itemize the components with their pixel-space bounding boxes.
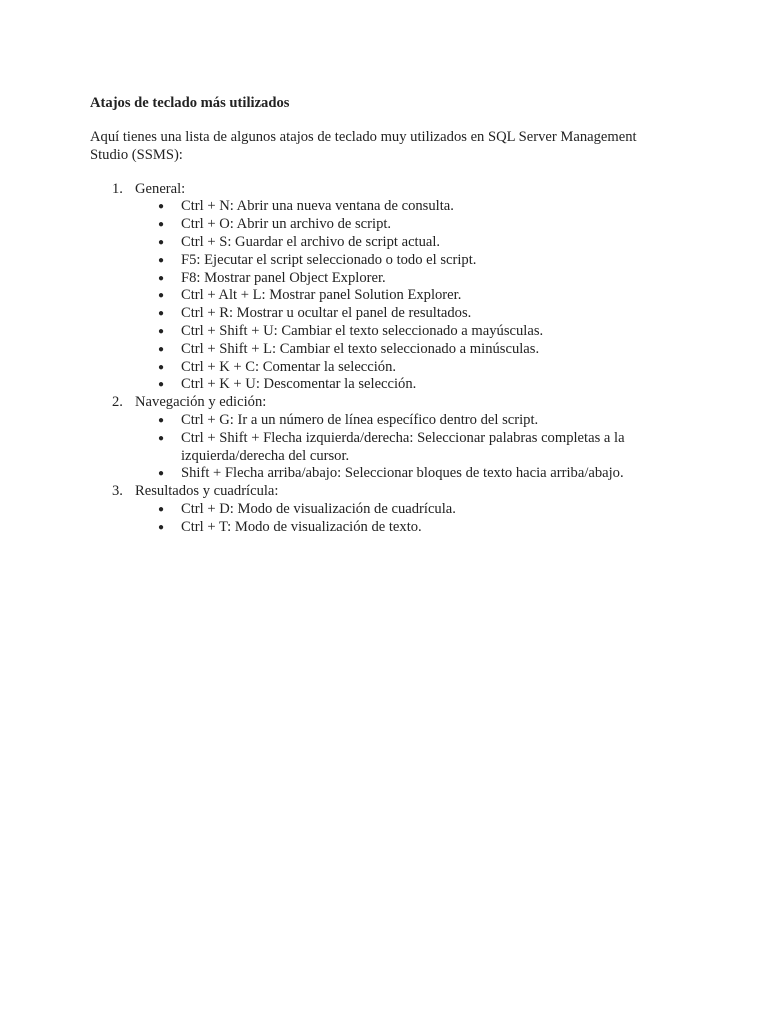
- shortcut-list: [135, 412, 690, 483]
- intro-paragraph: Aquí tienes una lista de algunos atajos de teclado muy utilizados en SQL Server Management Studio (SSMS):: [90, 129, 637, 163]
- section-results: [90, 483, 690, 536]
- list-item-text: Ctrl + S: Guardar el archivo de script actual.: [181, 233, 441, 250]
- bullet-icon: ●: [158, 236, 165, 248]
- list-item-text: Ctrl + R: Mostrar u ocultar el panel de resultados.: [181, 305, 472, 322]
- list-item-text: Ctrl + T: Modo de visualización de texto.: [181, 518, 422, 535]
- bullet-icon: ●: [158, 272, 165, 284]
- list-item: [158, 322, 651, 341]
- list-item-text: Ctrl + D: Modo de visualización de cuadrícula.: [181, 500, 456, 517]
- bullet-icon: ●: [158, 308, 165, 320]
- list-item: [158, 376, 651, 394]
- bullet-icon: ●: [158, 379, 165, 391]
- section-navigation: [90, 394, 690, 483]
- document-page: [90, 94, 690, 537]
- bullet-icon: ●: [158, 432, 165, 444]
- bullet-icon: ●: [158, 503, 165, 515]
- bullet-icon: ●: [158, 468, 165, 480]
- list-item: [158, 305, 651, 323]
- list-item-text: F8: Mostrar panel Object Explorer.: [181, 269, 386, 286]
- list-item: [158, 216, 651, 234]
- list-item: [158, 465, 651, 483]
- shortcut-list: [135, 198, 690, 394]
- list-item: [158, 358, 651, 377]
- section-heading: Resultados y cuadrícula:: [135, 483, 279, 500]
- bullet-icon: ●: [158, 219, 165, 231]
- list-item-text: Ctrl + Shift + Flecha izquierda/derecha: Seleccionar palabras completas a la izquierda/derecha del cursor.: [181, 429, 625, 464]
- shortcut-sections-list: [90, 181, 690, 537]
- list-item: [158, 198, 651, 216]
- list-item: [158, 269, 651, 288]
- list-item: [158, 500, 651, 519]
- list-item-text: Ctrl + G: Ir a un número de línea específico dentro del script.: [181, 411, 539, 428]
- bullet-icon: ●: [158, 290, 165, 302]
- section-number: 2.: [112, 394, 123, 411]
- list-item: [158, 233, 651, 252]
- list-item: [158, 340, 651, 359]
- list-item-text: F5: Ejecutar el script seleccionado o todo el script.: [181, 251, 477, 268]
- section-heading: General:: [135, 180, 186, 197]
- list-item: [158, 429, 651, 466]
- section-number: 3.: [112, 483, 123, 500]
- bullet-icon: ●: [158, 201, 165, 213]
- section-general: [90, 181, 690, 395]
- section-number: 1.: [112, 180, 123, 197]
- bullet-icon: ●: [158, 343, 165, 355]
- document-title: Atajos de teclado más utilizados: [90, 95, 290, 111]
- list-item-text: Ctrl + O: Abrir un archivo de script.: [181, 216, 392, 233]
- list-item-text: Ctrl + K + U: Descomentar la selección.: [181, 376, 417, 393]
- bullet-icon: ●: [158, 254, 165, 266]
- list-item-text: Shift + Flecha arriba/abajo: Seleccionar bloques de texto hacia arriba/abajo.: [181, 465, 624, 482]
- bullet-icon: ●: [158, 414, 165, 426]
- list-item: [158, 411, 651, 430]
- bullet-icon: ●: [158, 521, 165, 533]
- list-item: [158, 287, 651, 305]
- list-item: [158, 518, 651, 537]
- list-item-text: Ctrl + Alt + L: Mostrar panel Solution Explorer.: [181, 287, 462, 304]
- list-item-text: Ctrl + N: Abrir una nueva ventana de consulta.: [181, 198, 454, 215]
- shortcut-list: [135, 501, 690, 537]
- bullet-icon: ●: [158, 361, 165, 373]
- list-item-text: Ctrl + K + C: Comentar la selección.: [181, 358, 397, 375]
- list-item-text: Ctrl + Shift + L: Cambiar el texto seleccionado a minúsculas.: [181, 340, 540, 357]
- bullet-icon: ●: [158, 325, 165, 337]
- list-item-text: Ctrl + Shift + U: Cambiar el texto seleccionado a mayúsculas.: [181, 322, 544, 339]
- section-heading: Navegación y edición:: [135, 394, 267, 411]
- list-item: [158, 251, 651, 270]
